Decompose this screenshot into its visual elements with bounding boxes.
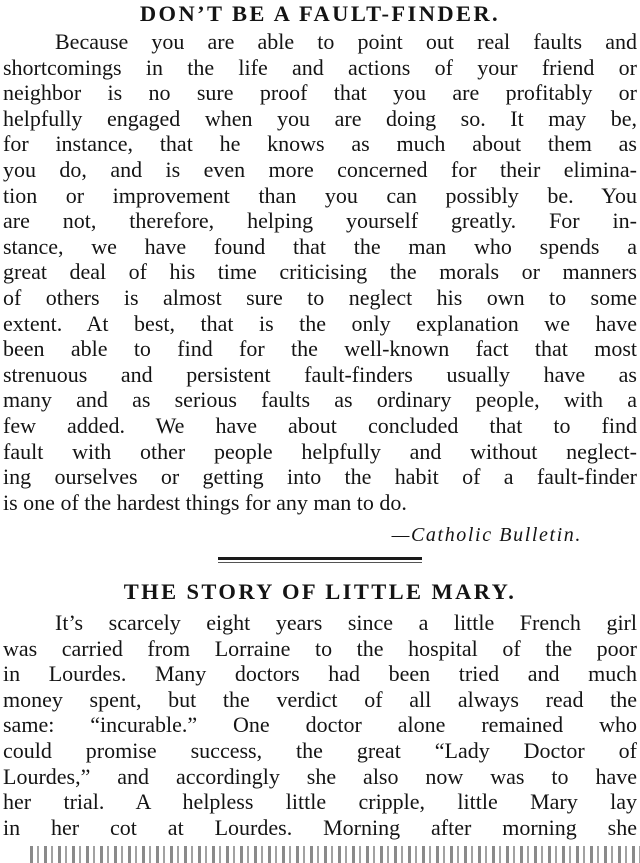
text-line: Lourdes,” and accordingly she also now was to have bbox=[3, 763, 637, 789]
text-line: stance, we have found that the man who spends a bbox=[3, 233, 637, 259]
text-line: helpfully engaged when you are doing so. It may be, bbox=[3, 105, 637, 131]
text-line: her trial. A helpless little cripple, little Mary lay bbox=[3, 789, 637, 815]
text-line: same: “incurable.” One doctor alone remained who bbox=[3, 712, 637, 738]
text-line: in Lourdes. Many doctors had been tried and much bbox=[3, 661, 637, 687]
section-divider bbox=[218, 557, 422, 560]
text-line: strenuous and persistent fault-finders usually have as bbox=[3, 361, 637, 387]
attribution: —Catholic Bulletin. bbox=[391, 524, 582, 546]
text-line: many and as serious faults as ordinary people, with a bbox=[3, 387, 637, 413]
text-line: money spent, but the verdict of all always read the bbox=[3, 686, 637, 712]
text-line: Because you are able to point out real faults and bbox=[55, 29, 637, 54]
text-line: extent. At best, that is the only explanation we have bbox=[3, 310, 637, 336]
text-line: in her cot at Lourdes. Morning after morning she bbox=[3, 814, 637, 840]
text-line: for instance, that he knows as much about them as bbox=[3, 131, 637, 157]
article-title-little-mary: THE STORY OF LITTLE MARY. bbox=[123, 579, 517, 604]
text-line: been able to find for the well-known fact that most bbox=[3, 336, 637, 362]
text-line: few added. We have about concluded that to find bbox=[3, 412, 637, 438]
text-line: fault with other people helpfully and without neglect- bbox=[3, 438, 637, 464]
text-line: great deal of his time criticising the morals or manners bbox=[3, 259, 637, 285]
text-line: are not, therefore, helping yourself greatly. For in- bbox=[3, 208, 637, 234]
text-line: you do, and is even more concerned for their elimina- bbox=[3, 156, 637, 182]
text-line: It’s scarcely eight years since a little French girl bbox=[55, 610, 637, 635]
text-line: of others is almost sure to neglect his own to some bbox=[3, 284, 637, 310]
text-line: was carried from Lorraine to the hospital of the poor bbox=[3, 635, 637, 661]
article-body-fault-finder bbox=[0, 29, 640, 515]
text-line: ing ourselves or getting into the habit of a fault-finder bbox=[3, 464, 637, 490]
article-title-fault-finder: DON’T BE A FAULT-FINDER. bbox=[139, 1, 501, 26]
text-line: neighbor is no sure proof that you are profitably or bbox=[3, 80, 637, 106]
text-line: is one of the hardest things for any man to do. bbox=[3, 489, 407, 515]
text-line: shortcomings in the life and actions of your friend or bbox=[3, 54, 637, 80]
article-body-little-mary bbox=[0, 610, 640, 840]
text-line: could promise success, the great “Lady Doctor of bbox=[3, 737, 637, 763]
cut-off-text-strip bbox=[30, 846, 640, 863]
text-line: tion or improvement than you can possibly be. You bbox=[3, 182, 637, 208]
